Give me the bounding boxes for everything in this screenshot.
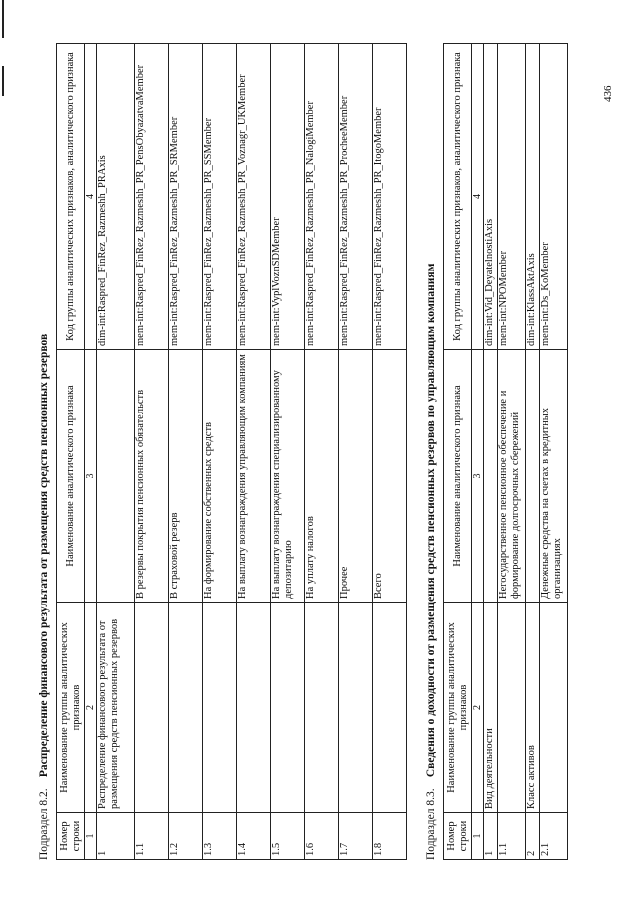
section-8-3-heading: [421, 40, 441, 860]
row-code: mem-int:Raspred_FinRez_Razmeshh_PR_PensObyazatvaMember: [135, 44, 169, 350]
row-attribute-name: На выплату вознаграждения управляющим компаниям: [237, 350, 271, 603]
row-group-name: [498, 603, 526, 813]
row-attribute-name: На формирование собственных средств: [203, 350, 237, 603]
table-row: [526, 44, 540, 860]
row-number: 1.1: [498, 813, 526, 860]
column-number: 3: [472, 350, 484, 603]
header-row-number: Номер строки: [57, 813, 85, 860]
table-row: [237, 44, 271, 860]
table-row: [305, 44, 339, 860]
row-code: dim-int:Vid_DeyatelnostiAxis: [484, 44, 498, 350]
scan-mark-bottom: [2, 66, 4, 96]
header-group-name: Наименование группы аналитических признаков: [57, 603, 85, 813]
section-8-3-label: Подраздел 8.3.: [425, 788, 437, 860]
table-row: [373, 44, 407, 860]
row-attribute-name: В резервы покрытия пенсионных обязательств: [135, 350, 169, 603]
row-code: mem-int:VyplVoznSDMember: [271, 44, 305, 350]
table-row: [169, 44, 203, 860]
row-number: 1.6: [305, 813, 339, 860]
scan-mark-top: [2, 0, 4, 38]
header-attribute-name: Наименование аналитического признака: [444, 350, 472, 603]
row-attribute-name: Денежные средства на счетах в кредитных организациях: [540, 350, 568, 603]
row-attribute-name: [484, 350, 498, 603]
row-code: mem-int:Raspred_FinRez_Razmeshh_PR_Voznagr_UKMember: [237, 44, 271, 350]
section-8-2-title: Распределение финансового результата от размещения средств пенсионных резервов: [38, 333, 50, 778]
rotated-page-content: [34, 40, 634, 860]
section-8-3-table: [443, 43, 568, 860]
section-8-2-label: Подраздел 8.2.: [38, 788, 50, 860]
row-attribute-name: В страховой резерв: [169, 350, 203, 603]
table-header-row: [444, 44, 472, 860]
row-group-name: [540, 603, 568, 813]
row-group-name: [135, 603, 169, 813]
column-number: 3: [85, 350, 97, 603]
header-group-name: Наименование группы аналитических признаков: [444, 603, 472, 813]
row-attribute-name: [526, 350, 540, 603]
row-number: 1.1: [135, 813, 169, 860]
header-row-number: Номер строки: [444, 813, 472, 860]
section-8-2-heading: [34, 40, 54, 860]
row-attribute-name: Негосударственное пенсионное обеспечение и формирование долгосрочных сбережений: [498, 350, 526, 603]
row-number: 1: [97, 813, 135, 860]
column-number: 2: [472, 603, 484, 813]
row-code: mem-int:Raspred_FinRez_Razmeshh_PR_NalogiMember: [305, 44, 339, 350]
column-number: 1: [85, 813, 97, 860]
row-attribute-name: На уплату налогов: [305, 350, 339, 603]
row-attribute-name: Всего: [373, 350, 407, 603]
header-code: Код группы аналитических признаков, аналитического признака: [444, 44, 472, 350]
table-row: [540, 44, 568, 860]
row-code: mem-int:Raspred_FinRez_Razmeshh_PR_SRMember: [169, 44, 203, 350]
column-number: 4: [472, 44, 484, 350]
row-code: mem-int:Raspred_FinRez_Razmeshh_PR_ProcheeMember: [339, 44, 373, 350]
header-attribute-name: Наименование аналитического признака: [57, 350, 85, 603]
column-number: 1: [472, 813, 484, 860]
row-attribute-name: [97, 350, 135, 603]
row-number: 1: [484, 813, 498, 860]
column-number: 4: [85, 44, 97, 350]
row-group-name: [169, 603, 203, 813]
row-number: 1.4: [237, 813, 271, 860]
table-row: [339, 44, 373, 860]
row-number: 1.8: [373, 813, 407, 860]
section-8-3-title: Сведения о доходности от размещения средств пенсионных резервов по управляющим компаниям: [425, 263, 437, 778]
column-number: 2: [85, 603, 97, 813]
page-number: 436: [602, 85, 614, 102]
row-code: dim-int:Raspred_FinRez_Razmeshh_PRAxis: [97, 44, 135, 350]
row-attribute-name: На выплату вознаграждения специализированному депозитарию: [271, 350, 305, 603]
section-8-2-table: [56, 43, 407, 860]
table-row: [498, 44, 526, 860]
row-attribute-name: Прочее: [339, 350, 373, 603]
row-number: 2: [526, 813, 540, 860]
row-group-name: [203, 603, 237, 813]
row-number: 1.2: [169, 813, 203, 860]
row-number: 1.5: [271, 813, 305, 860]
column-number-row: [85, 44, 97, 860]
row-code: dim-int:KlassAktAxis: [526, 44, 540, 350]
table-row: [135, 44, 169, 860]
row-code: mem-int:NPOMember: [498, 44, 526, 350]
row-group-name: Вид деятельности: [484, 603, 498, 813]
row-group-name: Класс активов: [526, 603, 540, 813]
row-group-name: [373, 603, 407, 813]
table-header-row: [57, 44, 85, 860]
header-code: Код группы аналитических признаков, аналитического признака: [57, 44, 85, 350]
table-row: [271, 44, 305, 860]
row-code: mem-int:Ds_KoMember: [540, 44, 568, 350]
table-row: [203, 44, 237, 860]
row-group-name: [339, 603, 373, 813]
column-number-row: [472, 44, 484, 860]
row-group-name: [237, 603, 271, 813]
row-code: mem-int:Raspred_FinRez_Razmeshh_PR_SSMember: [203, 44, 237, 350]
row-number: 1.3: [203, 813, 237, 860]
row-group-name: [271, 603, 305, 813]
table-row: [97, 44, 135, 860]
row-number: 2.1: [540, 813, 568, 860]
table-row: [484, 44, 498, 860]
row-number: 1.7: [339, 813, 373, 860]
row-code: mem-int:Raspred_FinRez_Razmeshh_PR_ItogoMember: [373, 44, 407, 350]
row-group-name: Распределение финансового результата от размещения средств пенсионных резервов: [97, 603, 135, 813]
row-group-name: [305, 603, 339, 813]
